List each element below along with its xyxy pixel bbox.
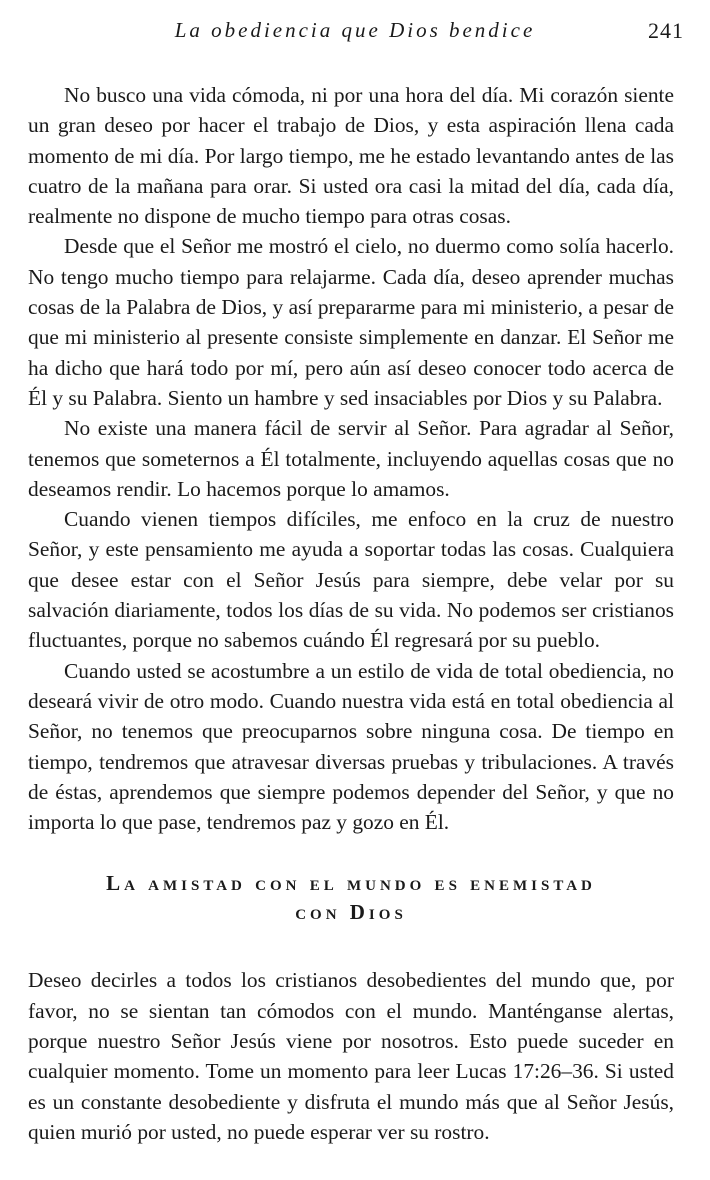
section-heading-line-1: La amistad con el mundo es enemistad [106,871,596,896]
paragraph-1: No busco una vida cómoda, ni por una hora del día. Mi corazón siente un gran deseo por hacer el trabajo de Dios, y esta aspiración llena cada momento de mi día. Por largo tiempo, me he estado levantando antes de las cuatro de la mañana para orar. Si usted ora casi la mitad del día, cada día, realmente no dispone de mucho tiempo para otras cosas. [28,83,674,229]
running-title: La obediencia que Dios bendice [174,18,536,42]
section-paragraph: Deseo decirles a todos los cristianos desobedientes del mundo que, por favor, no se sientan tan cómodos con el mundo. Manténganse alertas, porque nuestro Señor Jesús viene por nosotros. Esto puede suceder en cualquier momento. Tome un momento para leer Lucas 17:26–36. Si usted es un constante desobediente y disfruta el mundo más que al Señor Jesús, quien murió por usted, no puede esperar ver su rostro. [28,968,674,1144]
paragraph-5: Cuando usted se acostumbre a un estilo de vida de total obediencia, no deseará vivir de otro modo. Cuando nuestra vida está en total obediencia al Señor, no tenemos que preocuparnos sobre ninguna cosa. De tiempo en tiempo, tendremos que atravesar diversas pruebas y tribulaciones. A través de éstas, aprendemos que siempre podemos depender del Señor, y que no importa lo que pase, tendremos paz y gozo en Él. [28,658,674,835]
paragraph-3: No existe una manera fácil de servir al Señor. Para agradar al Señor, tenemos que someternos a Él totalmente, incluyendo aquellas cosas que no deseamos rendir. Lo hacemos porque lo amamos. [28,416,674,501]
page-number: 241 [648,18,684,43]
page-body [28,80,674,1147]
paragraph-4: Cuando vienen tiempos difíciles, me enfoco en la cruz de nuestro Señor, y este pensamiento me ayuda a soportar todas las cosas. Cualquiera que desee estar con el Señor Jesús para siempre, debe velar por su salvación diariamente, todos los días de su vida. No podemos ser cristianos fluctuantes, porque no sabemos cuándo Él regresará por su pueblo. [28,507,674,653]
section-heading [28,869,674,927]
section-heading-line-2: con Dios [295,900,407,925]
paragraph-2: Desde que el Señor me mostró el cielo, no duermo como solía hacerlo. No tengo mucho tiempo para relajarme. Cada día, deseo aprender muchas cosas de la Palabra de Dios, y así prepararme para mi ministerio, a pesar de que mi ministerio al presente consiste simplemente en danzar. El Señor me ha dicho que hará todo por mí, pero aún así deseo conocer todo acerca de Él y su Palabra. Siento un hambre y sed insaciables por Dios y su Palabra. [28,234,674,410]
section-body [28,965,674,1147]
page-header [26,12,684,52]
